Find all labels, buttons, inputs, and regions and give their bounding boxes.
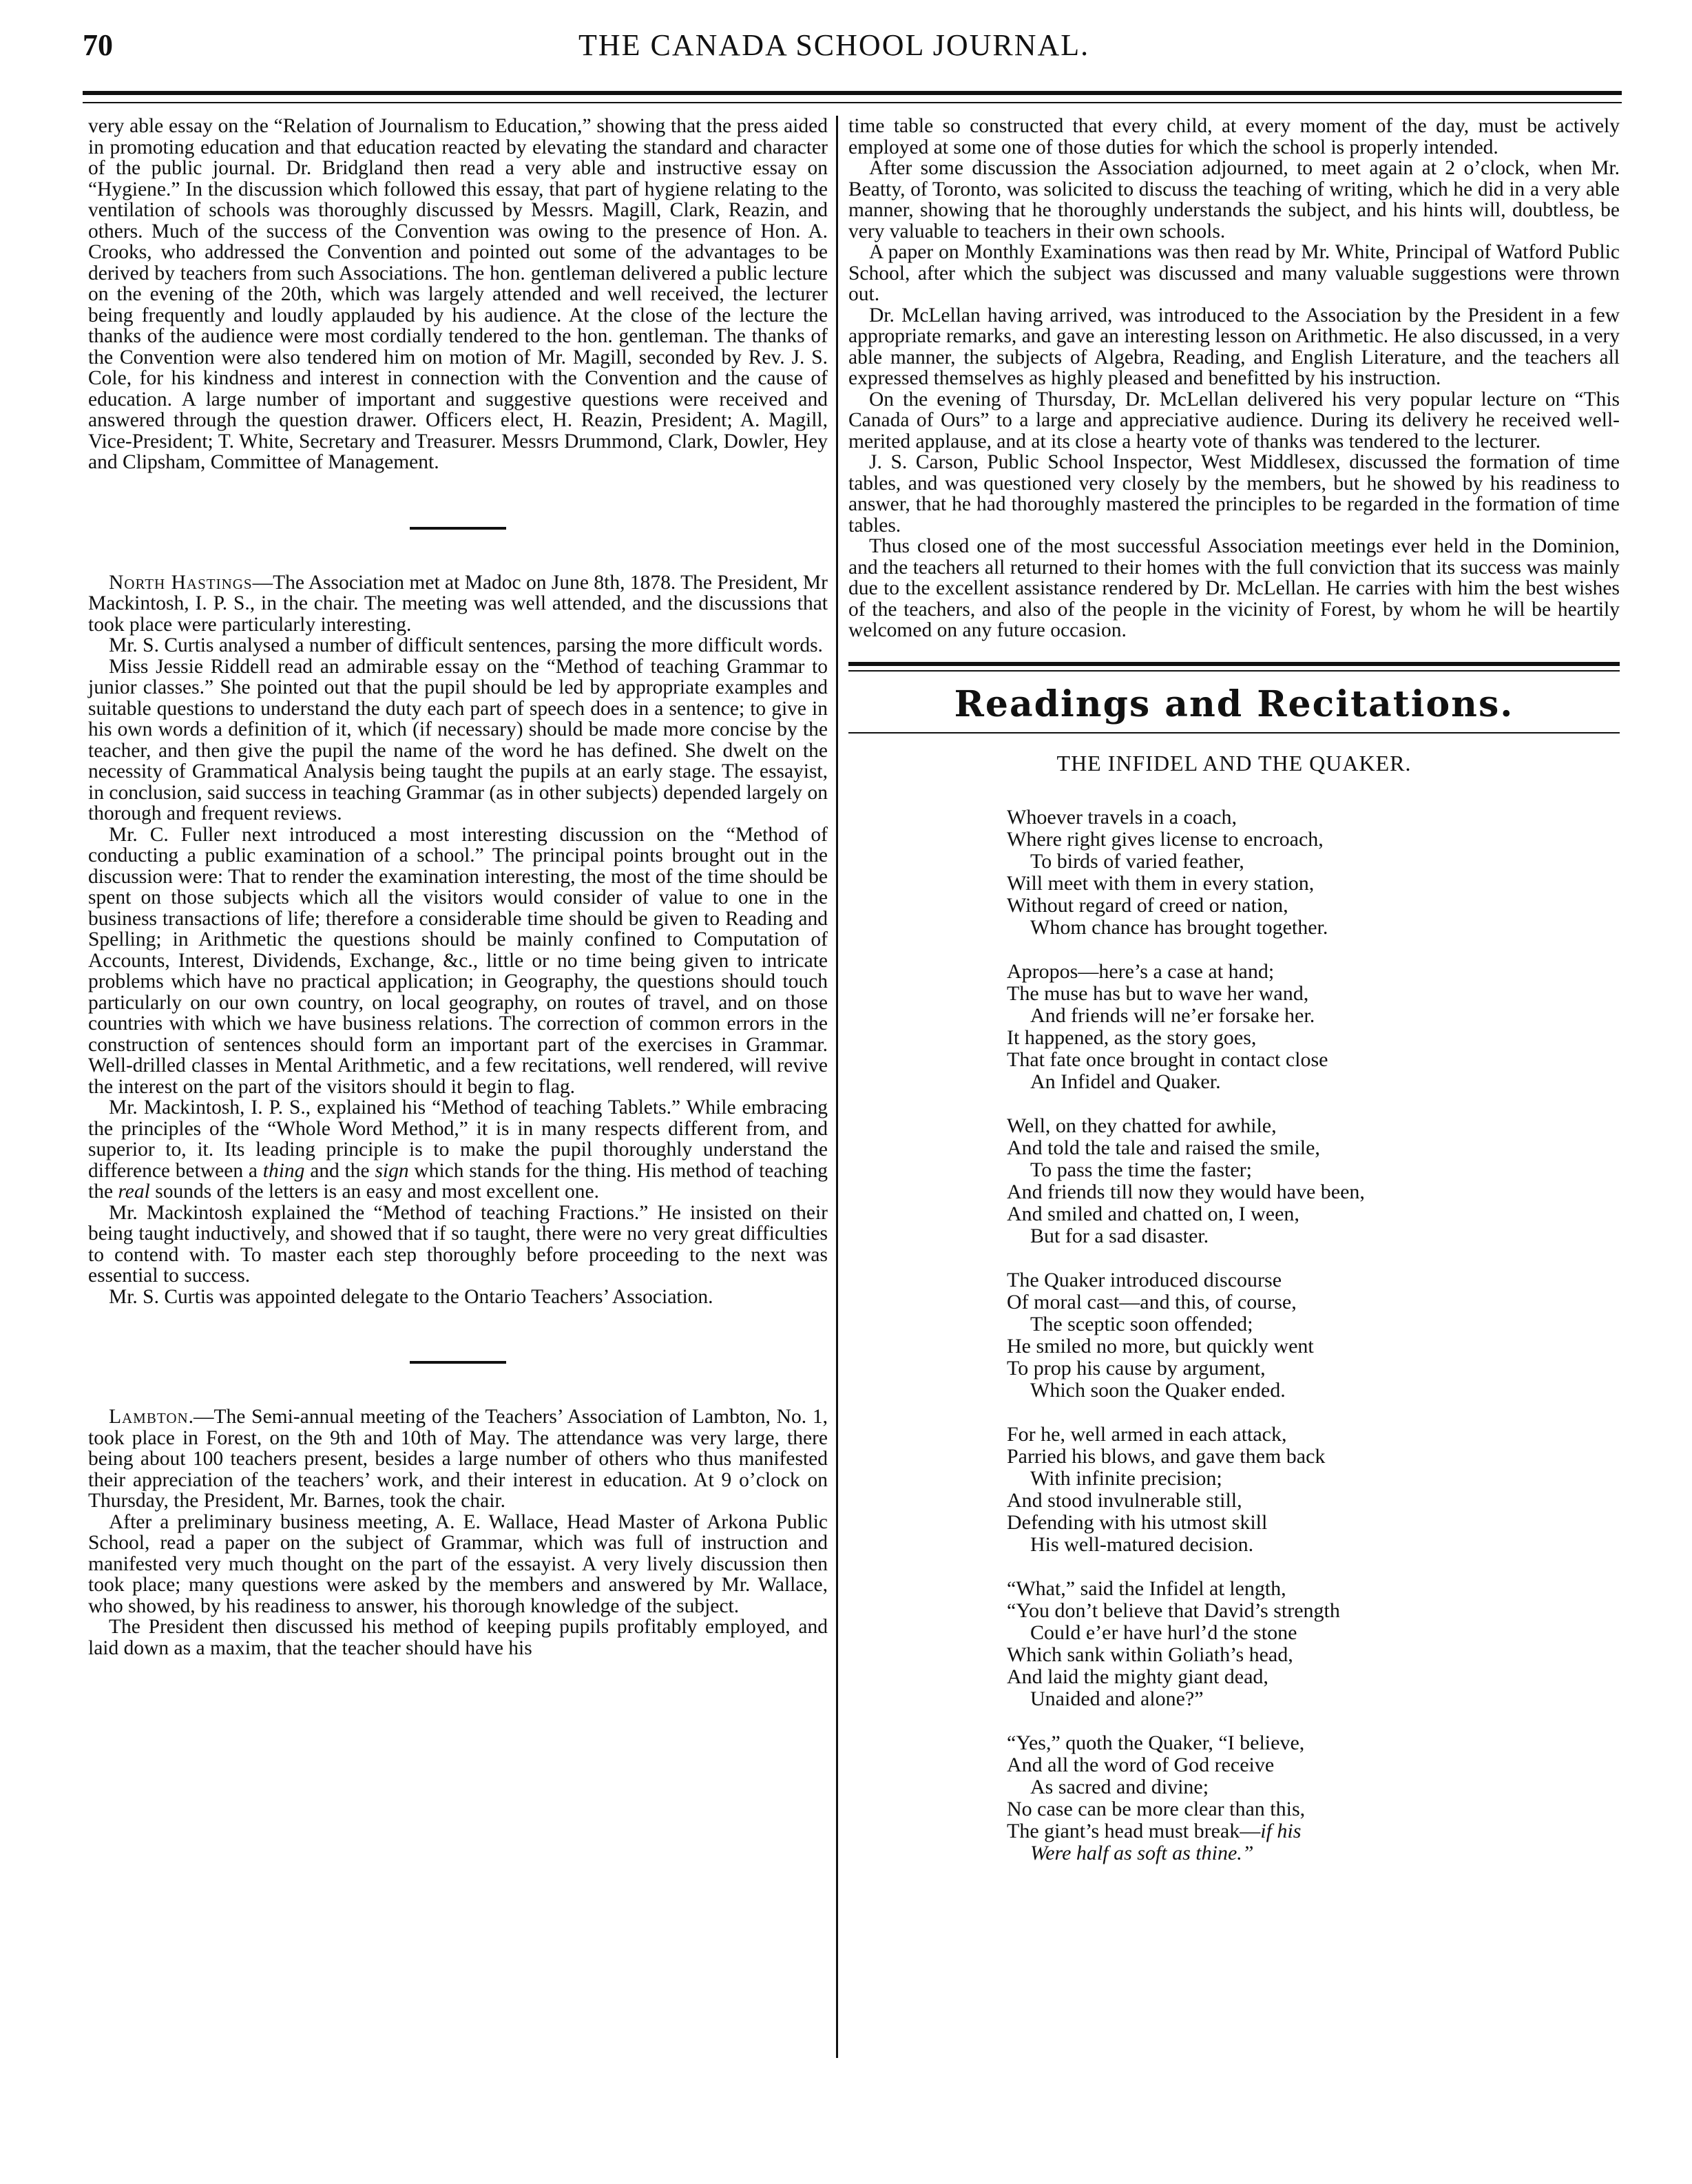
poem-line: To prop his cause by argument,	[1007, 1357, 1266, 1380]
poem-line: Were half as soft as thine.”	[1030, 1842, 1254, 1864]
poem-line: An Infidel and Quaker.	[1030, 1070, 1221, 1093]
page-number: 70	[83, 28, 113, 62]
poem-line: Could e’er have hurl’d the stone	[1030, 1621, 1297, 1644]
poem-line: And friends will ne’er forsake her.	[1030, 1004, 1315, 1027]
poem-line: Whoever travels in a coach,	[1007, 806, 1237, 829]
poem-line: The sceptic soon offended;	[1030, 1313, 1253, 1335]
poem-line: And told the tale and raised the smile,	[1007, 1136, 1320, 1159]
poem-line: But for a sad disaster.	[1030, 1225, 1209, 1247]
header-rule-thin	[83, 102, 1622, 103]
journal-title: THE CANADA SCHOOL JOURNAL.	[578, 28, 1090, 62]
poem-line: Which sank within Goliath’s head,	[1007, 1643, 1293, 1666]
poem-line: “Yes,” quoth the Quaker, “I believe,	[1007, 1731, 1305, 1754]
poem-stanza	[1007, 1115, 1558, 1247]
fuller-paragraph: Mr. C. Fuller next introduced a most interesting discussion on the “Method of conducting a public examination of a school.” The principal points brought out in the discussion were: That to render the examination interesting, the most of the time should be spent on those subjects which all the visitors would consider of value to one in the business transactions of life; therefore a considerable time should be given to Reading and Spelling; in Arithmetic the questions should be mainly confined to Computation of Accounts, Interest, Dividends, Exchange, &c., little or no time being given to intricate problems which have no practical application; in Geography, the questions should touch particularly on our own country, on local geography, on routes of travel, and on those countries with which we have business relations. The correction of common errors in the construction of sentences should form an important part of the exercises in Grammar. Well-drilled classes in Mental Arithmetic, and a few recitations, well rendered, will revive the interest on the part of the visitors should it begin to flag.	[88, 823, 828, 1098]
poem-line: No case can be more clear than this,	[1007, 1798, 1306, 1820]
poem-line: And friends till now they would have been,	[1007, 1181, 1365, 1203]
convention-report-paragraph: very able essay on the “Relation of Journalism to Education,” showing that the press aided in promoting education and that education reacted by elevating the standard and character of the public journal. Dr. Bridgland then read a very able and instructive essay on “Hygiene.” In the discussion which followed this essay, that part of hygiene relating to the ventilation of schools was thoroughly discussed by Messrs. Magill, Clark, Reazin, and others. Much of the success of the Convention was owing to the presence of Hon. A. Crooks, who addressed the Convention and pointed out some of the advantages to be derived by teachers from such Associations. The hon. gentleman delivered a public lecture on the evening of the 20th, which was largely attended and well received, the lecturer being frequently and loudly applauded by his audience. At the close of the lecture the thanks of the audience were most cordially tendered to the hon. gentleman. The thanks of the Convention were also tendered him on motion of Mr. Magill, seconded by Rev. J. S. Cole, for his kindness and interest in connection with the Convention and the cause of education. A large number of important and suggestive questions were received and answered through the question drawer. Officers elect, H. Reazin, President; A. Magill, Vice-President; T. White, Secretary and Treasurer. Messrs Drummond, Clark, Dowler, Hey and Clipsham, Committee of Management.	[88, 115, 828, 473]
poem-line: And all the word of God receive	[1007, 1754, 1275, 1776]
poem-line: Parried his blows, and gave them back	[1007, 1445, 1326, 1468]
poem-line: Defending with his utmost skill	[1007, 1511, 1268, 1534]
carson-paragraph: J. S. Carson, Public School Inspector, West Middlesex, discussed the formation of time tables, and was questioned very closely by the members, but he showed by his readiness to answer, that he had thoroughly mastered the principles to be regarded in the formation of time tables.	[848, 451, 1620, 537]
fractions-paragraph: Mr. Mackintosh explained the “Method of teaching Fractions.” He insisted on their being taught inductively, and showed that if so taught, there were no very great difficulties to contend with. To master each step thoroughly before proceeding to the next was essential to success.	[88, 1201, 828, 1287]
poem-line: To birds of varied feather,	[1030, 850, 1244, 873]
poem-stanza	[1007, 807, 1558, 939]
poem-title: THE INFIDEL AND THE QUAKER.	[1056, 750, 1412, 776]
tablets-italic-sign: sign	[375, 1159, 409, 1182]
lambton-text: .—The Semi-annual meeting of the Teachers’ Association of Lambton, No. 1, took place in Forest, on the 9th and 10th of May. The attendance was very large, there being about 100 teachers present, besides a large number of others who thus manifested their appreciation of the teachers’ work, and their interest in education. At 9 o’clock on Thursday, the President, Mr. Barnes, took the chair.	[88, 1406, 828, 1512]
poem-line: The Quaker introduced discourse	[1007, 1269, 1282, 1291]
poem-line: And laid the mighty giant dead,	[1007, 1665, 1268, 1688]
lambton-label: Lambton	[109, 1406, 189, 1428]
poem-line: It happened, as the story goes,	[1007, 1026, 1257, 1049]
poem-line: And smiled and chatted on, I ween,	[1007, 1203, 1299, 1225]
poem-stanza	[1007, 1424, 1558, 1556]
poem-line: Where right gives license to encroach,	[1007, 828, 1324, 851]
poem-stanza	[1007, 1732, 1558, 1864]
lecture-paragraph: On the evening of Thursday, Dr. McLellan delivered his very popular lecture on “This Canada of Ours” to a large and appreciative audience. During its delivery he received well-merited applause, and at its close a hearty vote of thanks was tendered to the lecturer.	[848, 388, 1620, 453]
left-column	[88, 116, 828, 1658]
wallace-paragraph: After a preliminary business meeting, A. E. Wallace, Head Master of Arkona Public School, read a paper on the subject of Grammar, which was full of instruction and manifested very much thought on the part of the essayist. A very lively discussion then took place; many questions were asked by the members and answered by Mr. Wallace, who showed, by his readiness to answer, his thorough knowledge of the subject.	[88, 1510, 828, 1617]
poem-line: The giant’s head must break—if his	[1007, 1820, 1302, 1842]
poem-line: Without regard of creed or nation,	[1007, 894, 1288, 917]
riddell-paragraph: Miss Jessie Riddell read an admirable essay on the “Method of teaching Grammar to junior classes.” She pointed out that the pupil should be led by appropriate examples and suitable questions to understand the duty each part of speech does in a sentence; to give in his own words a definition of it, which (if necessary) should be made more concise by the teacher, and then give the pupil the name of the word he has defined. She dwelt on the necessity of Grammatical Analysis being taught the pupils at an early stage. The essayist, in conclusion, said success in teaching Grammar (as in other subjects) depended largely on thorough and frequent reviews.	[88, 655, 828, 824]
delegate-paragraph: Mr. S. Curtis was appointed delegate to the Ontario Teachers’ Association.	[109, 1285, 713, 1308]
president-paragraph: The President then discussed his method of keeping pupils profitably employed, and laid down as a maxim, that the teacher should have his	[88, 1616, 828, 1659]
poem-line: That fate once brought in contact close	[1007, 1048, 1328, 1071]
time-table-paragraph: time table so constructed that every child, at every moment of the day, must be actively employed at some one of those duties for which the school is properly intended.	[848, 115, 1620, 158]
mclellan-lesson-paragraph: Dr. McLellan having arrived, was introduced to the Association by the President in a few appropriate remarks, and gave an interesting lesson on Arithmetic. He also discussed, in a very able manner, the subjects of Algebra, Reading, and English Literature, and the teachers all expressed themselves as highly pleased and benefitted by his instruction.	[848, 304, 1620, 389]
readings-rule-thick	[848, 662, 1620, 666]
poem-line: “What,” said the Infidel at length,	[1007, 1577, 1286, 1600]
tablets-italic-real: real	[118, 1181, 150, 1203]
tablets-paragraph	[88, 1097, 828, 1203]
tablets-italic-thing: thing	[262, 1159, 305, 1182]
poem-line: With infinite precision;	[1030, 1467, 1222, 1490]
curtis-paragraph: Mr. S. Curtis analysed a number of difficult sentences, parsing the more difficult words.	[109, 634, 823, 656]
tablets-text-d: sounds of the letters is an easy and most excellent one.	[149, 1181, 599, 1203]
poem-line: The muse has but to wave her wand,	[1007, 982, 1309, 1005]
north-hastings-text: —The Association met at Madoc on June 8th, 1878. The President, Mr Mackintosh, I. P. S., in the chair. The meeting was well attended, and the discussions that took place were particularly interesting.	[88, 571, 828, 636]
tablets-text-b: and the	[304, 1159, 375, 1182]
poem-line: He smiled no more, but quickly went	[1007, 1335, 1314, 1358]
right-column	[848, 116, 1620, 1886]
north-hastings-paragraph	[88, 572, 828, 636]
poem-line: Whom chance has brought together.	[1030, 916, 1328, 939]
poem-line: As sacred and divine;	[1030, 1776, 1209, 1798]
poem-line: His well-matured decision.	[1030, 1533, 1254, 1556]
poem-line: Well, on they chatted for awhile,	[1007, 1114, 1277, 1137]
tablets-text-a: Mr. Mackintosh, I. P. S., explained his “Method of teaching Tablets.” While embracing the principles of the “Whole Word Method,” it is in many respects different from, and superior to, it. Its leading principle is to make the pupil thoroughly understand the difference between a	[88, 1096, 828, 1182]
poem-stanza	[1007, 961, 1558, 1093]
poem-line: And stood invulnerable still,	[1007, 1489, 1242, 1512]
poem-line: Which soon the Quaker ended.	[1030, 1379, 1286, 1402]
readings-rule-thin	[848, 670, 1620, 672]
beatty-paragraph: After some discussion the Association adjourned, to meet again at 2 o’clock, when Mr. Beatty, of Toronto, was solicited to discuss the teaching of writing, which he did in a very able manner, showing that he thoroughly understands the subject, and his hints will, doubtless, be very valuable to teachers in their own schools.	[848, 157, 1620, 242]
poem-stanza	[1007, 1269, 1558, 1402]
header-rule-thick	[83, 91, 1622, 95]
poem-line: For he, well armed in each attack,	[1007, 1423, 1287, 1446]
poem-line: Apropos—here’s a case at hand;	[1007, 960, 1275, 983]
closing-paragraph: Thus closed one of the most successful Association meetings ever held in the Dominion, and the teachers all returned to their homes with the full conviction that its success was mainly due to the excellent assistance rendered by Dr. McLellan. He carries with him the best wishes of the teachers, and also of the people in the vicinity of Forest, by whom he will be heartily welcomed on any future occasion.	[848, 535, 1620, 641]
poem-line: “You don’t believe that David’s strength	[1007, 1599, 1340, 1622]
section-break	[410, 527, 506, 530]
poem-line: Will meet with them in every station,	[1007, 872, 1315, 895]
section-break	[410, 1361, 506, 1364]
readings-section-header: Readings and Recitations.	[954, 683, 1514, 725]
poem-stanza	[1007, 1578, 1558, 1710]
tablets-text-c: which stands for the thing. His method of teaching the	[88, 1159, 828, 1203]
lambton-paragraph	[88, 1406, 828, 1512]
poem-line: Of moral cast—and this, of course,	[1007, 1291, 1297, 1313]
column-divider	[836, 116, 838, 2058]
readings-rule-bottom	[848, 732, 1620, 734]
poem	[1007, 807, 1558, 1864]
examinations-paragraph: A paper on Monthly Examinations was then read by Mr. White, Principal of Watford Public School, after which the subject was discussed and many valuable suggestions were thrown out.	[848, 241, 1620, 305]
poem-line: To pass the time the faster;	[1030, 1158, 1252, 1181]
poem-line: Unaided and alone?”	[1030, 1687, 1204, 1710]
north-hastings-label: North Hastings	[109, 571, 253, 594]
